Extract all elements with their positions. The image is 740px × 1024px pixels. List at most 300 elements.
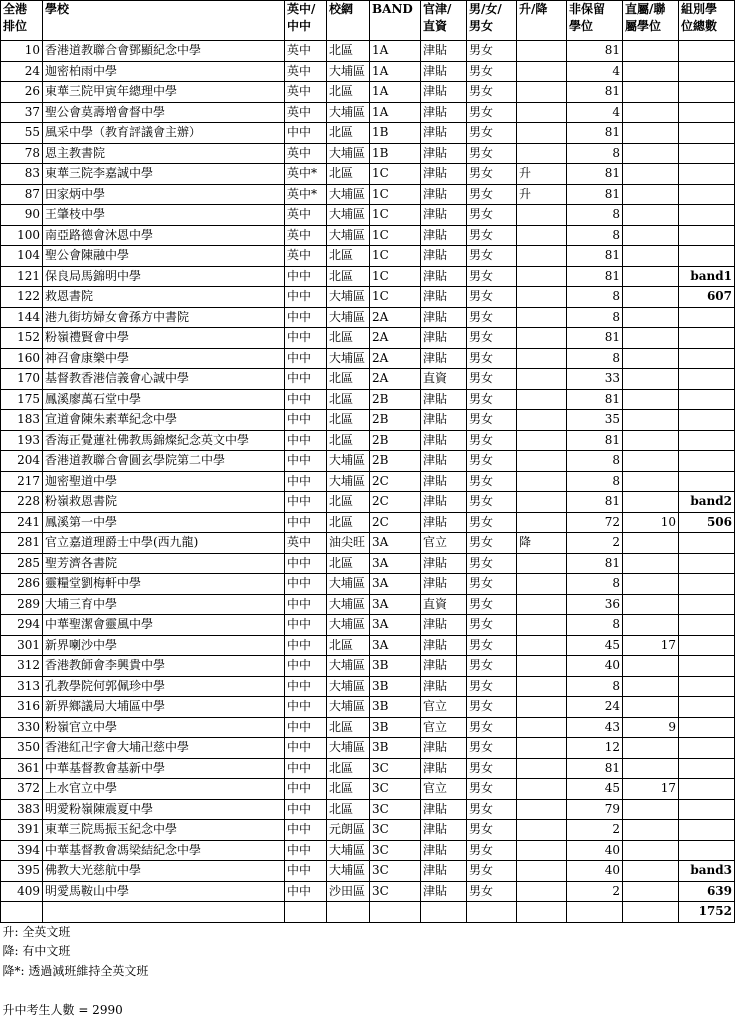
band-cell: 3A	[370, 574, 421, 595]
medium-cell: 英中	[285, 41, 327, 62]
school-cell: 上水官立中學	[43, 779, 285, 800]
table-row	[1, 553, 735, 574]
rank-cell: 330	[1, 717, 43, 738]
feeder-cell	[623, 840, 679, 861]
table-row	[1, 61, 735, 82]
table-row	[1, 656, 735, 677]
updown-cell	[517, 389, 567, 410]
type-cell: 直資	[421, 594, 467, 615]
places-cell: 81	[567, 184, 623, 205]
places-cell: 81	[567, 82, 623, 103]
type-cell: 津貼	[421, 574, 467, 595]
band-cell: 3B	[370, 656, 421, 677]
school-cell: 新界鄉議局大埔區中學	[43, 697, 285, 718]
gender-cell: 男女	[467, 410, 517, 431]
header-district: 校網	[327, 1, 370, 41]
medium-cell: 中中	[285, 451, 327, 472]
district-cell: 北區	[327, 123, 370, 144]
medium-cell: 中中	[285, 594, 327, 615]
band-cell: 3B	[370, 738, 421, 759]
band-cell: 1C	[370, 287, 421, 308]
feeder-cell: 9	[623, 717, 679, 738]
type-cell: 津貼	[421, 143, 467, 164]
gender-cell: 男女	[467, 574, 517, 595]
gender-cell: 男女	[467, 389, 517, 410]
note-text: 降: 有中文班	[2, 944, 71, 959]
table-row	[1, 430, 735, 451]
header-type: 官津/ 直資	[421, 1, 467, 41]
group-total-cell	[679, 451, 735, 472]
table-row	[1, 328, 735, 349]
updown-cell	[517, 328, 567, 349]
group-total-cell	[679, 840, 735, 861]
band-cell: 2C	[370, 492, 421, 513]
rank-cell: 100	[1, 225, 43, 246]
gender-cell: 男女	[467, 143, 517, 164]
updown-cell	[517, 287, 567, 308]
note-row	[1, 922, 735, 942]
band-cell: 3C	[370, 840, 421, 861]
spacer-row	[1, 981, 735, 1001]
applicants-row	[1, 1001, 735, 1021]
feeder-cell	[623, 205, 679, 226]
district-cell: 大埔區	[327, 697, 370, 718]
district-cell: 北區	[327, 553, 370, 574]
school-cell: 恩主教書院	[43, 143, 285, 164]
feeder-cell	[623, 143, 679, 164]
rank-cell: 160	[1, 348, 43, 369]
updown-cell	[517, 348, 567, 369]
gender-cell: 男女	[467, 287, 517, 308]
band-cell: 3C	[370, 799, 421, 820]
feeder-cell	[623, 266, 679, 287]
header-places: 非保留 學位	[567, 1, 623, 41]
type-cell: 津貼	[421, 307, 467, 328]
places-cell: 8	[567, 676, 623, 697]
table-row	[1, 717, 735, 738]
band-cell: 1A	[370, 41, 421, 62]
band-cell: 1C	[370, 164, 421, 185]
school-cell: 聖芳濟各書院	[43, 553, 285, 574]
updown-cell	[517, 492, 567, 513]
group-total-cell	[679, 328, 735, 349]
gender-cell: 男女	[467, 840, 517, 861]
group-total-cell	[679, 553, 735, 574]
gender-cell: 男女	[467, 266, 517, 287]
gender-cell: 男女	[467, 225, 517, 246]
updown-cell: 升	[517, 184, 567, 205]
table-row	[1, 205, 735, 226]
table-row	[1, 41, 735, 62]
medium-cell: 中中	[285, 615, 327, 636]
updown-cell: 升	[517, 164, 567, 185]
medium-cell: 中中	[285, 123, 327, 144]
gender-cell: 男女	[467, 615, 517, 636]
band-cell: 2A	[370, 307, 421, 328]
updown-cell: 降	[517, 533, 567, 554]
header-rank: 全港 排位	[1, 1, 43, 41]
group-total-cell	[679, 164, 735, 185]
type-cell: 津貼	[421, 102, 467, 123]
medium-cell: 中中	[285, 574, 327, 595]
table-row	[1, 574, 735, 595]
group-total-cell	[679, 102, 735, 123]
band-cell: 1A	[370, 82, 421, 103]
feeder-cell	[623, 594, 679, 615]
table-row	[1, 861, 735, 882]
type-cell: 津貼	[421, 553, 467, 574]
updown-cell	[517, 738, 567, 759]
rank-cell: 26	[1, 82, 43, 103]
gender-cell: 男女	[467, 820, 517, 841]
updown-cell	[517, 840, 567, 861]
updown-cell	[517, 697, 567, 718]
total-row	[1, 902, 735, 923]
type-cell: 官立	[421, 533, 467, 554]
band-cell: 3C	[370, 861, 421, 882]
group-total-cell	[679, 389, 735, 410]
medium-cell: 中中	[285, 861, 327, 882]
rank-cell: 121	[1, 266, 43, 287]
district-cell: 大埔區	[327, 61, 370, 82]
type-cell: 津貼	[421, 61, 467, 82]
band-cell: 3A	[370, 635, 421, 656]
gender-cell: 男女	[467, 697, 517, 718]
gender-cell: 男女	[467, 82, 517, 103]
band-cell: 3A	[370, 615, 421, 636]
rank-cell: 152	[1, 328, 43, 349]
feeder-cell	[623, 430, 679, 451]
group-total-cell	[679, 779, 735, 800]
places-cell: 81	[567, 246, 623, 267]
district-cell: 大埔區	[327, 102, 370, 123]
gender-cell: 男女	[467, 758, 517, 779]
feeder-cell	[623, 41, 679, 62]
group-total-cell	[679, 205, 735, 226]
group-total-cell: band1	[679, 266, 735, 287]
updown-cell	[517, 615, 567, 636]
gender-cell: 男女	[467, 738, 517, 759]
table-row	[1, 266, 735, 287]
medium-cell: 中中	[285, 820, 327, 841]
district-cell: 大埔區	[327, 205, 370, 226]
places-cell: 81	[567, 266, 623, 287]
table-row	[1, 594, 735, 615]
group-total-cell: 639	[679, 881, 735, 902]
school-cell: 救恩書院	[43, 287, 285, 308]
updown-cell	[517, 451, 567, 472]
district-cell: 大埔區	[327, 840, 370, 861]
district-cell: 大埔區	[327, 738, 370, 759]
rank-cell: 83	[1, 164, 43, 185]
places-cell: 45	[567, 635, 623, 656]
medium-cell: 中中	[285, 410, 327, 431]
school-cell: 中華基督教會馮梁結紀念中學	[43, 840, 285, 861]
places-cell: 81	[567, 758, 623, 779]
group-total-cell	[679, 82, 735, 103]
district-cell: 沙田區	[327, 881, 370, 902]
group-total-cell	[679, 184, 735, 205]
rank-cell: 37	[1, 102, 43, 123]
header-band: BAND	[370, 1, 421, 41]
group-total-cell	[679, 369, 735, 390]
type-cell: 津貼	[421, 348, 467, 369]
feeder-cell	[623, 861, 679, 882]
updown-cell	[517, 799, 567, 820]
rank-cell: 350	[1, 738, 43, 759]
feeder-cell	[623, 533, 679, 554]
places-cell: 43	[567, 717, 623, 738]
updown-cell	[517, 553, 567, 574]
band-cell: 3B	[370, 676, 421, 697]
header-row	[1, 1, 735, 41]
band-cell: 1C	[370, 225, 421, 246]
rank-cell: 144	[1, 307, 43, 328]
gender-cell: 男女	[467, 656, 517, 677]
table-row	[1, 287, 735, 308]
group-total-cell	[679, 123, 735, 144]
feeder-cell	[623, 574, 679, 595]
type-cell: 津貼	[421, 635, 467, 656]
rank-cell: 87	[1, 184, 43, 205]
table-row	[1, 635, 735, 656]
school-cell: 中華聖潔會靈風中學	[43, 615, 285, 636]
district-cell: 大埔區	[327, 307, 370, 328]
feeder-cell	[623, 697, 679, 718]
school-cell: 神召會康樂中學	[43, 348, 285, 369]
updown-cell	[517, 41, 567, 62]
feeder-cell: 17	[623, 635, 679, 656]
rank-cell: 394	[1, 840, 43, 861]
places-cell: 8	[567, 307, 623, 328]
places-cell: 2	[567, 533, 623, 554]
band-cell: 3C	[370, 779, 421, 800]
feeder-cell	[623, 348, 679, 369]
rank-cell: 372	[1, 779, 43, 800]
type-cell: 津貼	[421, 840, 467, 861]
medium-cell: 中中	[285, 779, 327, 800]
gender-cell: 男女	[467, 184, 517, 205]
rank-cell: 281	[1, 533, 43, 554]
type-cell: 津貼	[421, 123, 467, 144]
updown-cell	[517, 307, 567, 328]
note-row	[1, 962, 735, 982]
updown-cell	[517, 758, 567, 779]
updown-cell	[517, 123, 567, 144]
header-up-down: 升/降	[517, 1, 567, 41]
school-cell: 官立嘉道理爵士中學(西九龍)	[43, 533, 285, 554]
places-cell: 8	[567, 225, 623, 246]
group-total-cell	[679, 635, 735, 656]
group-total-cell: band3	[679, 861, 735, 882]
gender-cell: 男女	[467, 799, 517, 820]
rank-cell: 204	[1, 451, 43, 472]
band-cell: 2C	[370, 471, 421, 492]
table-row	[1, 471, 735, 492]
school-cell: 粉嶺官立中學	[43, 717, 285, 738]
rank-cell: 104	[1, 246, 43, 267]
places-cell: 35	[567, 410, 623, 431]
updown-cell	[517, 246, 567, 267]
band-cell: 2A	[370, 328, 421, 349]
type-cell: 津貼	[421, 184, 467, 205]
gender-cell: 男女	[467, 594, 517, 615]
medium-cell: 中中	[285, 369, 327, 390]
band-cell: 1B	[370, 143, 421, 164]
medium-cell: 英中	[285, 61, 327, 82]
medium-cell: 英中*	[285, 164, 327, 185]
gender-cell: 男女	[467, 553, 517, 574]
rank-cell: 316	[1, 697, 43, 718]
header-total: 組別學 位總數	[679, 1, 735, 41]
updown-cell	[517, 676, 567, 697]
group-total-cell	[679, 738, 735, 759]
rank-cell: 294	[1, 615, 43, 636]
table-row	[1, 533, 735, 554]
table-row	[1, 307, 735, 328]
type-cell: 津貼	[421, 738, 467, 759]
feeder-cell	[623, 225, 679, 246]
group-total-cell	[679, 41, 735, 62]
district-cell: 北區	[327, 266, 370, 287]
school-cell: 聖公會陳融中學	[43, 246, 285, 267]
group-total-cell: 607	[679, 287, 735, 308]
gender-cell: 男女	[467, 369, 517, 390]
school-cell: 香港教師會李興貴中學	[43, 656, 285, 677]
group-total-cell	[679, 246, 735, 267]
gender-cell: 男女	[467, 676, 517, 697]
medium-cell: 中中	[285, 348, 327, 369]
school-cell: 孔教學院何郭佩珍中學	[43, 676, 285, 697]
medium-cell: 英中*	[285, 184, 327, 205]
feeder-cell	[623, 492, 679, 513]
places-cell: 4	[567, 102, 623, 123]
updown-cell	[517, 471, 567, 492]
district-cell: 元朗區	[327, 820, 370, 841]
rank-cell: 217	[1, 471, 43, 492]
school-cell: 東華三院甲寅年總理中學	[43, 82, 285, 103]
places-cell: 79	[567, 799, 623, 820]
group-total-cell	[679, 143, 735, 164]
band-cell: 1C	[370, 266, 421, 287]
district-cell: 大埔區	[327, 225, 370, 246]
feeder-cell: 10	[623, 512, 679, 533]
places-cell: 45	[567, 779, 623, 800]
updown-cell	[517, 656, 567, 677]
feeder-cell	[623, 676, 679, 697]
rank-cell: 395	[1, 861, 43, 882]
rank-cell: 391	[1, 820, 43, 841]
type-cell: 津貼	[421, 471, 467, 492]
table-row	[1, 799, 735, 820]
places-cell: 8	[567, 205, 623, 226]
places-cell: 81	[567, 328, 623, 349]
group-total-cell	[679, 656, 735, 677]
type-cell: 津貼	[421, 410, 467, 431]
gender-cell: 男女	[467, 246, 517, 267]
places-cell: 8	[567, 287, 623, 308]
places-cell: 8	[567, 348, 623, 369]
band-cell: 3B	[370, 717, 421, 738]
medium-cell: 中中	[285, 799, 327, 820]
table-row	[1, 164, 735, 185]
district-cell: 北區	[327, 635, 370, 656]
band-cell: 1C	[370, 184, 421, 205]
type-cell: 津貼	[421, 205, 467, 226]
feeder-cell	[623, 82, 679, 103]
type-cell: 津貼	[421, 512, 467, 533]
total-value: 1752	[679, 902, 735, 923]
updown-cell	[517, 820, 567, 841]
school-cell: 新界喇沙中學	[43, 635, 285, 656]
group-total-cell	[679, 820, 735, 841]
note-row	[1, 942, 735, 962]
gender-cell: 男女	[467, 533, 517, 554]
places-cell: 81	[567, 553, 623, 574]
school-cell: 靈糧堂劉梅軒中學	[43, 574, 285, 595]
gender-cell: 男女	[467, 205, 517, 226]
group-total-cell: band2	[679, 492, 735, 513]
school-cell: 香港紅卍字會大埔卍慈中學	[43, 738, 285, 759]
type-cell: 津貼	[421, 328, 467, 349]
updown-cell	[517, 102, 567, 123]
district-cell: 北區	[327, 492, 370, 513]
feeder-cell: 17	[623, 779, 679, 800]
rank-cell: 286	[1, 574, 43, 595]
type-cell: 津貼	[421, 225, 467, 246]
group-total-cell	[679, 348, 735, 369]
updown-cell	[517, 574, 567, 595]
band-cell: 2B	[370, 389, 421, 410]
rank-cell: 90	[1, 205, 43, 226]
medium-cell: 中中	[285, 738, 327, 759]
school-cell: 粉嶺禮賢會中學	[43, 328, 285, 349]
band-cell: 1B	[370, 123, 421, 144]
group-total-cell	[679, 410, 735, 431]
type-cell: 津貼	[421, 389, 467, 410]
gender-cell: 男女	[467, 861, 517, 882]
district-cell: 北區	[327, 717, 370, 738]
district-cell: 北區	[327, 246, 370, 267]
table-row	[1, 512, 735, 533]
band-cell: 3C	[370, 758, 421, 779]
rank-cell: 122	[1, 287, 43, 308]
gender-cell: 男女	[467, 348, 517, 369]
rank-cell: 78	[1, 143, 43, 164]
medium-cell: 中中	[285, 266, 327, 287]
group-total-cell	[679, 594, 735, 615]
band-cell: 2A	[370, 348, 421, 369]
medium-cell: 中中	[285, 676, 327, 697]
medium-cell: 中中	[285, 840, 327, 861]
district-cell: 大埔區	[327, 574, 370, 595]
feeder-cell	[623, 369, 679, 390]
school-cell: 鳳溪廖萬石堂中學	[43, 389, 285, 410]
rank-cell: 313	[1, 676, 43, 697]
type-cell: 津貼	[421, 799, 467, 820]
group-total-cell	[679, 717, 735, 738]
band-cell: 2B	[370, 410, 421, 431]
rank-cell: 301	[1, 635, 43, 656]
feeder-cell	[623, 389, 679, 410]
updown-cell	[517, 225, 567, 246]
updown-cell	[517, 205, 567, 226]
school-cell: 東華三院馬振玉紀念中學	[43, 820, 285, 841]
band-cell: 1C	[370, 205, 421, 226]
medium-cell: 中中	[285, 307, 327, 328]
header-feeder: 直屬/聯 屬學位	[623, 1, 679, 41]
band-cell: 3A	[370, 553, 421, 574]
